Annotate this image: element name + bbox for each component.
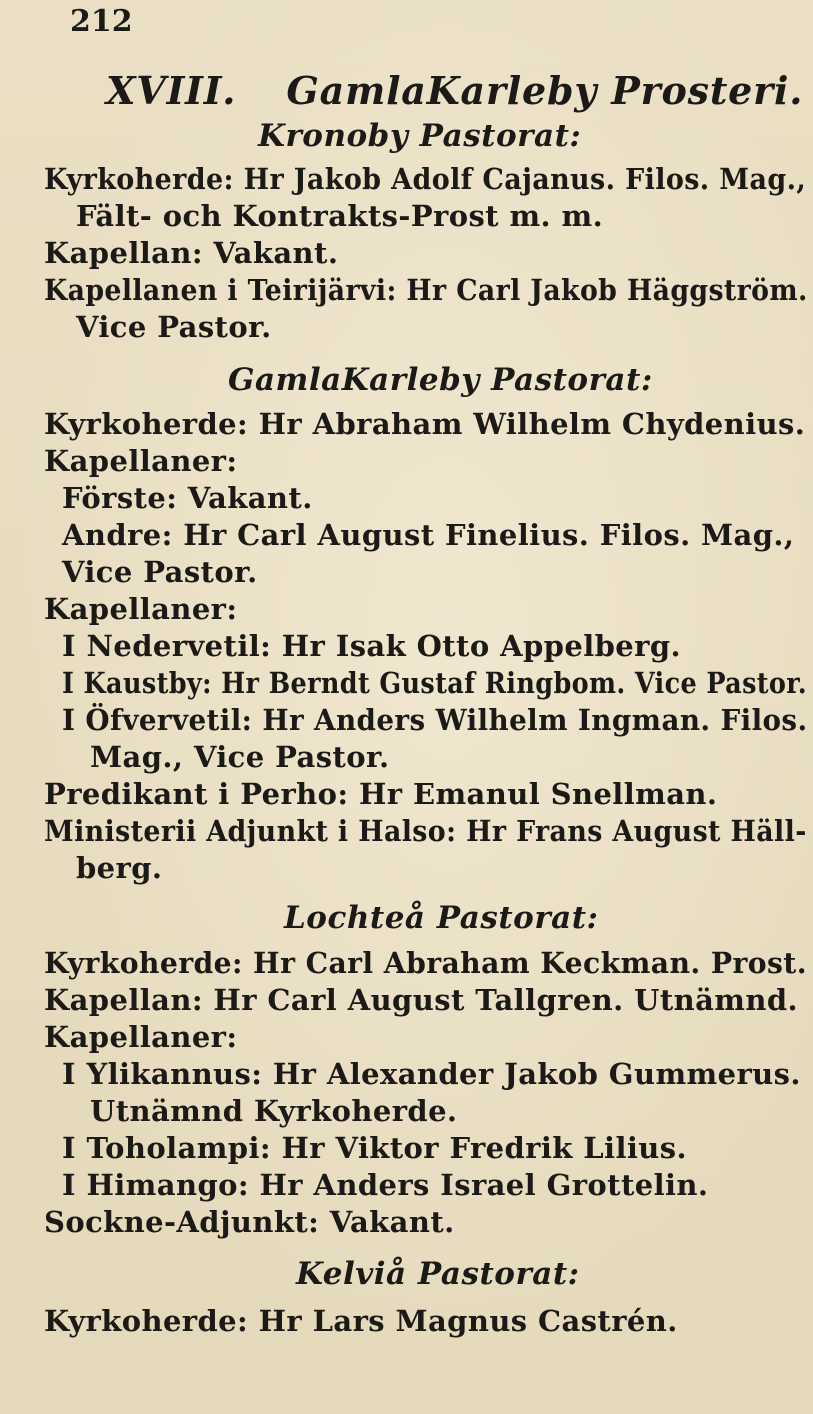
text-line: I Toholampi: Hr Viktor Fredrik Lilius. [62, 1131, 687, 1165]
chapter-numeral: XVIII. [106, 68, 237, 113]
text-line: I Himango: Hr Anders Israel Grottelin. [62, 1168, 709, 1202]
text-line: Kapellanen i Teirijärvi: Hr Carl Jakob Häggström. [44, 273, 808, 307]
text-line: Kapellaner: [44, 444, 238, 478]
text-line: Andre: Hr Carl August Finelius. Filos. Mag., [62, 518, 795, 552]
chapter-title: GamlaKarleby Prosteri. [286, 68, 804, 113]
text-line: Förste: Vakant. [62, 481, 313, 515]
text-line: Kapellaner: [44, 592, 238, 626]
chapter-heading [106, 68, 803, 113]
text-line: Kyrkoherde: Hr Abraham Wilhelm Chydenius. [44, 407, 806, 441]
text-line: Kyrkoherde: Hr Jakob Adolf Cajanus. Filos. Mag., [44, 162, 807, 196]
text-line: Vice Pastor. [62, 555, 258, 589]
text-line: Kapellan: Hr Carl August Tallgren. Utnämnd. [44, 983, 799, 1017]
text-line: Utnämnd Kyrkoherde. [90, 1094, 458, 1128]
text-line: Kapellaner: [44, 1020, 238, 1054]
text-line: Vice Pastor. [76, 310, 272, 344]
section-heading-kelvia: Kelviå Pastorat: [296, 1256, 580, 1292]
text-line: Kyrkoherde: Hr Lars Magnus Castrén. [44, 1304, 678, 1338]
text-line: Fält- och Kontrakts-Prost m. m. [76, 199, 604, 233]
text-line: Kapellan: Vakant. [44, 236, 339, 270]
text-line: I Öfvervetil: Hr Anders Wilhelm Ingman. Filos. [62, 703, 808, 737]
text-line: I Ylikannus: Hr Alexander Jakob Gummerus. [62, 1057, 801, 1091]
section-heading-lochtea: Lochteå Pastorat: [284, 900, 599, 936]
text-line: Ministerii Adjunkt i Halso: Hr Frans August Häll- [44, 814, 807, 848]
page-number: 212 [70, 4, 133, 39]
text-line: I Nedervetil: Hr Isak Otto Appelberg. [62, 629, 681, 663]
section-heading-gamlakarleby: GamlaKarleby Pastorat: [228, 362, 653, 398]
text-line: Sockne-Adjunkt: Vakant. [44, 1205, 455, 1239]
section-heading-kronoby: Kronoby Pastorat: [258, 118, 582, 154]
text-line: Predikant i Perho: Hr Emanul Snellman. [44, 777, 718, 811]
text-line: berg. [76, 851, 163, 885]
text-line: Kyrkoherde: Hr Carl Abraham Keckman. Prost. [44, 946, 807, 980]
text-line: I Kaustby: Hr Berndt Gustaf Ringbom. Vice Pastor. [62, 666, 808, 700]
text-line: Mag., Vice Pastor. [90, 740, 390, 774]
